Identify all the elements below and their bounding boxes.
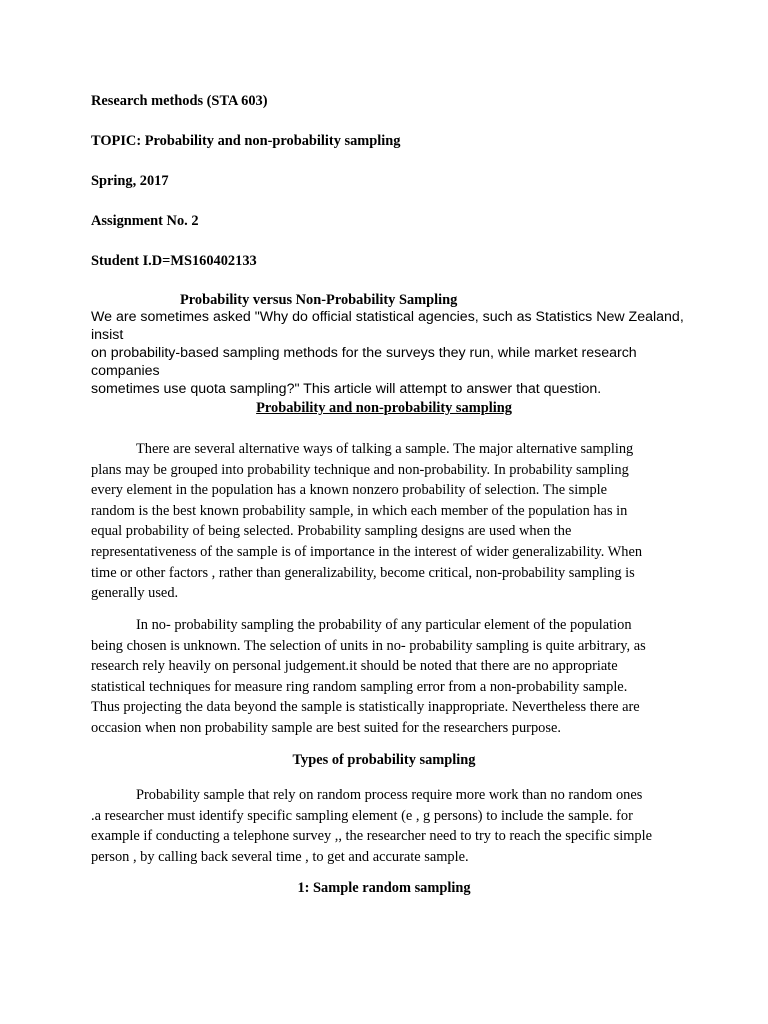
- student-id-line: Student I.D=MS160402133: [91, 253, 257, 269]
- topic-line: TOPIC: Probability and non-probability sampling: [91, 133, 401, 149]
- paragraph-line: representativeness of the sample is of importance in the interest of wider generalizability. When: [91, 543, 643, 560]
- paragraph-line: every element in the population has a known nonzero probability of selection. The simple: [91, 482, 608, 499]
- section-heading: Probability and non-probability sampling: [256, 400, 512, 416]
- paragraph-line: Thus projecting the data beyond the sample is statistically inappropriate. Nevertheless there are: [91, 699, 640, 716]
- paragraph-line: .a researcher must identify specific sampling element (e , g persons) to include the sample. for: [91, 807, 633, 824]
- paragraph-1: [91, 439, 691, 604]
- paragraph-2: [91, 615, 691, 739]
- paragraph-line: In no- probability sampling the probability of any particular element of the population: [136, 617, 632, 633]
- paragraph-line: equal probability of being selected. Probability sampling designs are used when the: [91, 523, 572, 540]
- assignment-line: Assignment No. 2: [91, 213, 199, 229]
- paragraph-line: statistical techniques for measure ring random sampling error from a non-probability sample.: [91, 678, 628, 695]
- paragraph-line: generally used.: [91, 585, 179, 602]
- paragraph-line: example if conducting a telephone survey ,, the researcher need to try to reach the specific simple: [91, 828, 653, 845]
- paragraph-line: time or other factors , rather than generalizability, become critical, non-probability sampling is: [91, 564, 635, 581]
- course-title: Research methods (STA 603): [91, 93, 268, 109]
- types-heading: Types of probability sampling: [292, 752, 476, 768]
- paragraph-line: Probability sample that rely on random process require more work than no random ones: [136, 787, 643, 803]
- intro-line: We are sometimes asked "Why do official statistical agencies, such as Statistics New Zealand,: [91, 309, 684, 325]
- paragraph-line: being chosen is unknown. The selection of units in no- probability sampling is quite arbitrary, as: [91, 637, 646, 654]
- subheading-sample-random-sampling: 1: Sample random sampling: [297, 880, 471, 896]
- paragraph-line: occasion when non probability sample are best suited for the researchers purpose.: [91, 719, 561, 736]
- paragraph-line: There are several alternative ways of talking a sample. The major alternative sampling: [136, 441, 634, 457]
- article-title: Probability versus Non-Probability Sampling: [180, 292, 458, 308]
- term-line: Spring, 2017: [91, 173, 169, 189]
- intro-line: insist: [91, 327, 124, 343]
- paragraph-line: plans may be grouped into probability technique and non-probability. In probability sampling: [91, 461, 629, 478]
- intro-line: sometimes use quota sampling?" This article will attempt to answer that question.: [91, 381, 602, 397]
- intro-line: on probability-based sampling methods for the surveys they run, while market research: [91, 345, 637, 361]
- paragraph-line: random is the best known probability sample, in which each member of the population has in: [91, 502, 628, 519]
- paragraph-line: person , by calling back several time , to get and accurate sample.: [91, 848, 469, 865]
- intro-line: companies: [91, 363, 160, 379]
- paragraph-3: [91, 785, 691, 867]
- paragraph-line: research rely heavily on personal judgement.it should be noted that there are no appropriate: [91, 658, 618, 675]
- intro-paragraph: [91, 308, 691, 398]
